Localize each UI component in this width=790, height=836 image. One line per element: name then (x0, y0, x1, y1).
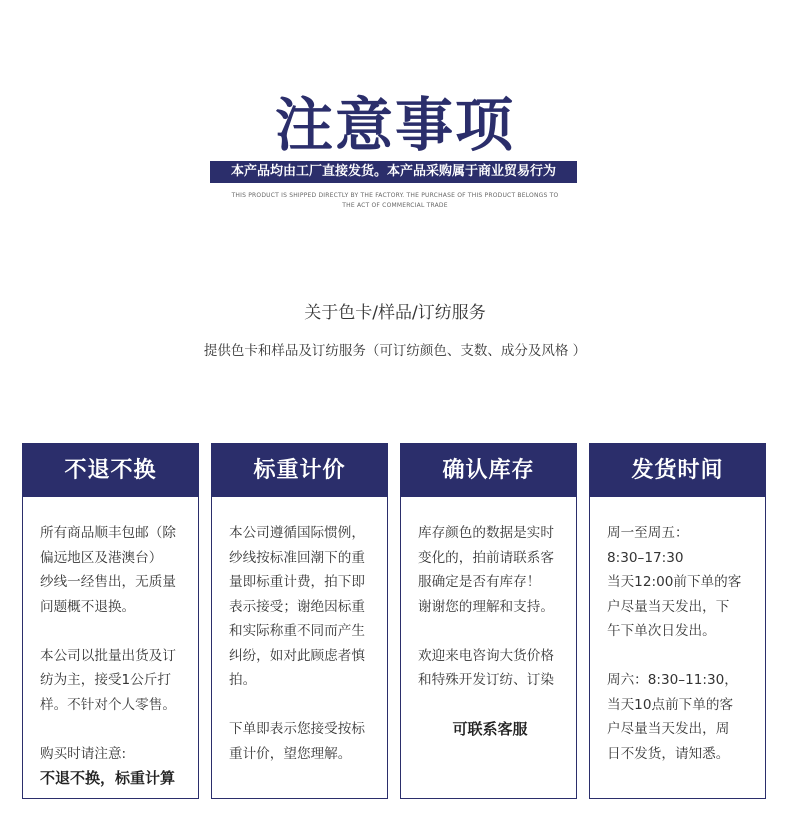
card-line: 表示接受；谢绝因标重 (229, 598, 365, 615)
card-line: 样。不针对个人零售。 (40, 696, 176, 713)
card-line: 变化的，拍前请联系客 (418, 549, 554, 566)
spacer (40, 717, 184, 742)
card-line: 问题概不退换。 (40, 598, 136, 615)
card-title: 发货时间 (590, 444, 765, 497)
card-line: 谢谢您的理解和支持。 (418, 598, 554, 615)
spacer (229, 693, 373, 718)
spacer (607, 644, 751, 669)
card-line: 当天10点前下单的客 (607, 696, 734, 713)
card-line: 库存颜色的数据是实时 (418, 525, 554, 541)
card-body (212, 497, 387, 766)
card-line: 当天12:00前下单的客 (607, 574, 742, 590)
card-title: 不退不换 (23, 444, 198, 497)
card-line: 和实际称重不同而产生 (229, 623, 365, 639)
card-title: 确认库存 (401, 444, 576, 497)
section-subtitle: 提供色卡和样品及订纺服务（可订纺颜色、支数、成分及风格 ） (203, 343, 587, 359)
card-body (401, 497, 576, 742)
card-title: 标重计价 (212, 444, 387, 497)
spacer (40, 619, 184, 644)
card-line: 购买时请注意: (40, 745, 127, 762)
card-line: 纠纷，如对此顾虑者慎 (229, 647, 365, 664)
card-line: 重计价，望您理解。 (229, 745, 352, 762)
card-line: 周一至周五： (607, 525, 689, 541)
card-line: 本公司以批量出货及订 (40, 647, 176, 664)
card-line: 纱线按标准回潮下的重 (229, 549, 365, 566)
card-emphasis: 不退不换，标重计算 (40, 769, 176, 787)
english-notice-line1: THIS PRODUCT IS SHIPPED DIRECTLY BY THE FACTORY. THE PURCHASE OF THIS PRODUCT BELONGS TO (231, 192, 559, 199)
card-line: 拍。 (229, 672, 257, 688)
banner: 本产品均由工厂直接发货。本产品采购属于商业贸易行为 (210, 161, 577, 183)
card-weight-pricing (211, 443, 388, 799)
card-line: 量即标重计费，拍下即 (229, 574, 365, 590)
spacer (418, 693, 562, 718)
card-line: 户尽量当天发出，周 (607, 721, 730, 737)
card-body (590, 497, 765, 766)
card-line: 和特殊开发订纺、订染 (418, 672, 554, 688)
card-body (23, 497, 198, 791)
english-notice (230, 191, 560, 211)
card-line: 纺为主，接受1公斤打 (40, 672, 171, 688)
card-line: 日不发货，请知悉。 (607, 745, 730, 762)
spacer (418, 619, 562, 644)
card-line: 户尽量当天发出，下 (607, 598, 730, 615)
card-line: 所有商品顺丰包邮（除 (40, 525, 176, 541)
page-title: 注意事项 (274, 91, 515, 159)
card-confirm-stock (400, 443, 577, 799)
card-line: 8:30–17:30 (607, 549, 684, 566)
card-shipping-time (589, 443, 766, 799)
card-line: 纱线一经售出，无质量 (40, 574, 176, 590)
card-line: 午下单次日发出。 (607, 623, 716, 639)
card-line: 下单即表示您接受按标 (229, 721, 365, 737)
card-line: 本公司遵循国际惯例， (229, 525, 365, 541)
card-no-return (22, 443, 199, 799)
card-line: 偏远地区及港澳台） (40, 549, 163, 566)
card-line: 周六：8:30–11:30， (607, 672, 738, 688)
section-title: 关于色卡/样品/订纺服务 (304, 303, 486, 323)
card-line: 服确定是否有库存！ (418, 574, 541, 590)
card-line: 欢迎来电咨询大货价格 (418, 647, 554, 664)
english-notice-line2: THE ACT OF COMMERCIAL TRADE (342, 202, 448, 209)
contact-service-text: 可联系客服 (452, 720, 528, 738)
